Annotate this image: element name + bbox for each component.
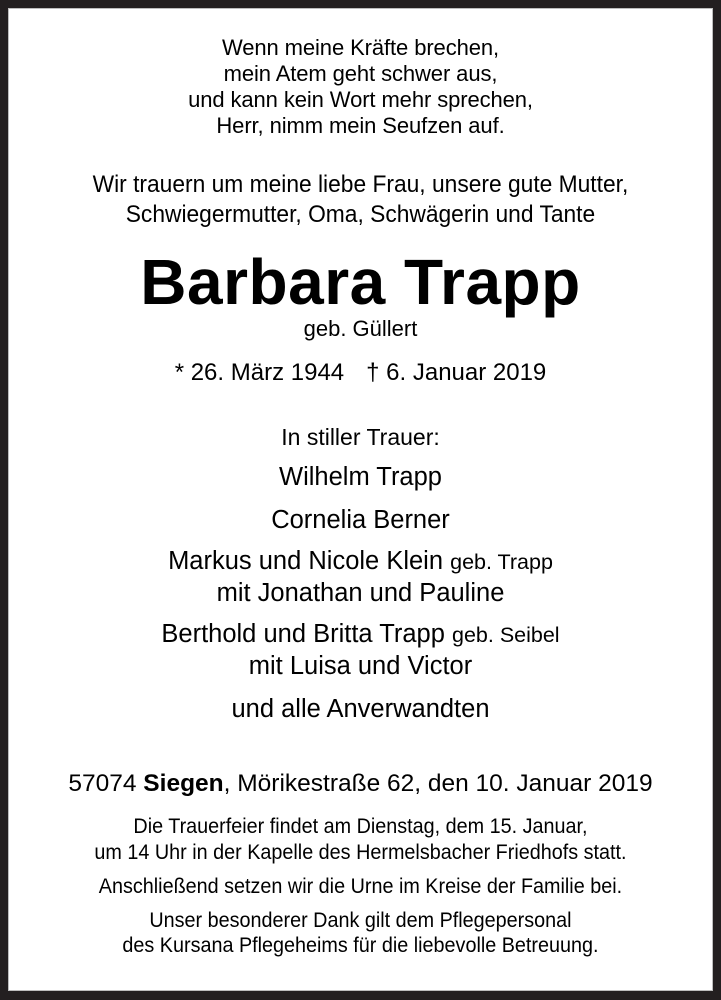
mourners-closing: und alle Anverwandten <box>231 695 490 723</box>
life-dates <box>0 361 721 385</box>
verse-line: mein Atem geht schwer aus, <box>223 61 498 86</box>
address-line <box>0 772 721 797</box>
intro-line: Wir trauern um meine liebe Frau, unsere gute Mutter, <box>92 171 629 198</box>
city: Siegen <box>143 770 224 797</box>
mourner-children: mit Luisa und Victor <box>248 652 473 680</box>
mourner-maiden-name: geb. Trapp <box>450 550 553 574</box>
notice-line: Die Trauerfeier findet am Dienstag, dem 15. Januar, <box>133 814 588 838</box>
verse-line: und kann kein Wort mehr sprechen, <box>188 87 533 112</box>
mourner-name: Berthold und Britta Trapp <box>161 620 445 648</box>
mourner-children: mit Jonathan und Pauline <box>216 579 505 607</box>
mourner-entry <box>0 622 721 648</box>
notice-line: des Kursana Pflegeheims für die liebevolle Betreuung. <box>122 933 599 957</box>
notice-line: Unser besonderer Dank gilt dem Pflegepersonal <box>149 908 572 932</box>
maiden-name: geb. Güllert <box>303 316 418 341</box>
postcode: 57074 <box>68 770 137 797</box>
mourner-entry: Cornelia Berner <box>271 506 450 534</box>
verse-line: Wenn meine Kräfte brechen, <box>221 35 500 60</box>
mourner-entry <box>0 549 721 575</box>
notice-line: Anschließend setzen wir die Urne im Kreise der Familie bei. <box>98 874 623 898</box>
mourner-maiden-name: geb. Seibel <box>452 623 560 647</box>
notice-line: um 14 Uhr in der Kapelle des Hermelsbacher Friedhofs statt. <box>94 840 627 864</box>
intro-line: Schwiegermutter, Oma, Schwägerin und Tante <box>125 201 596 228</box>
address-rest: , Mörikestraße 62, den 10. Januar 2019 <box>223 770 653 797</box>
mourner-entry: Wilhelm Trapp <box>279 463 442 491</box>
death-date: † 6. Januar 2019 <box>366 359 547 386</box>
mourners-label: In stiller Trauer: <box>281 424 440 450</box>
verse-line: Herr, nimm mein Seufzen auf. <box>216 113 505 138</box>
birth-date: * 26. März 1944 <box>174 359 345 386</box>
mourner-name: Markus und Nicole Klein <box>168 547 444 575</box>
deceased-name: Barbara Trapp <box>140 246 581 318</box>
